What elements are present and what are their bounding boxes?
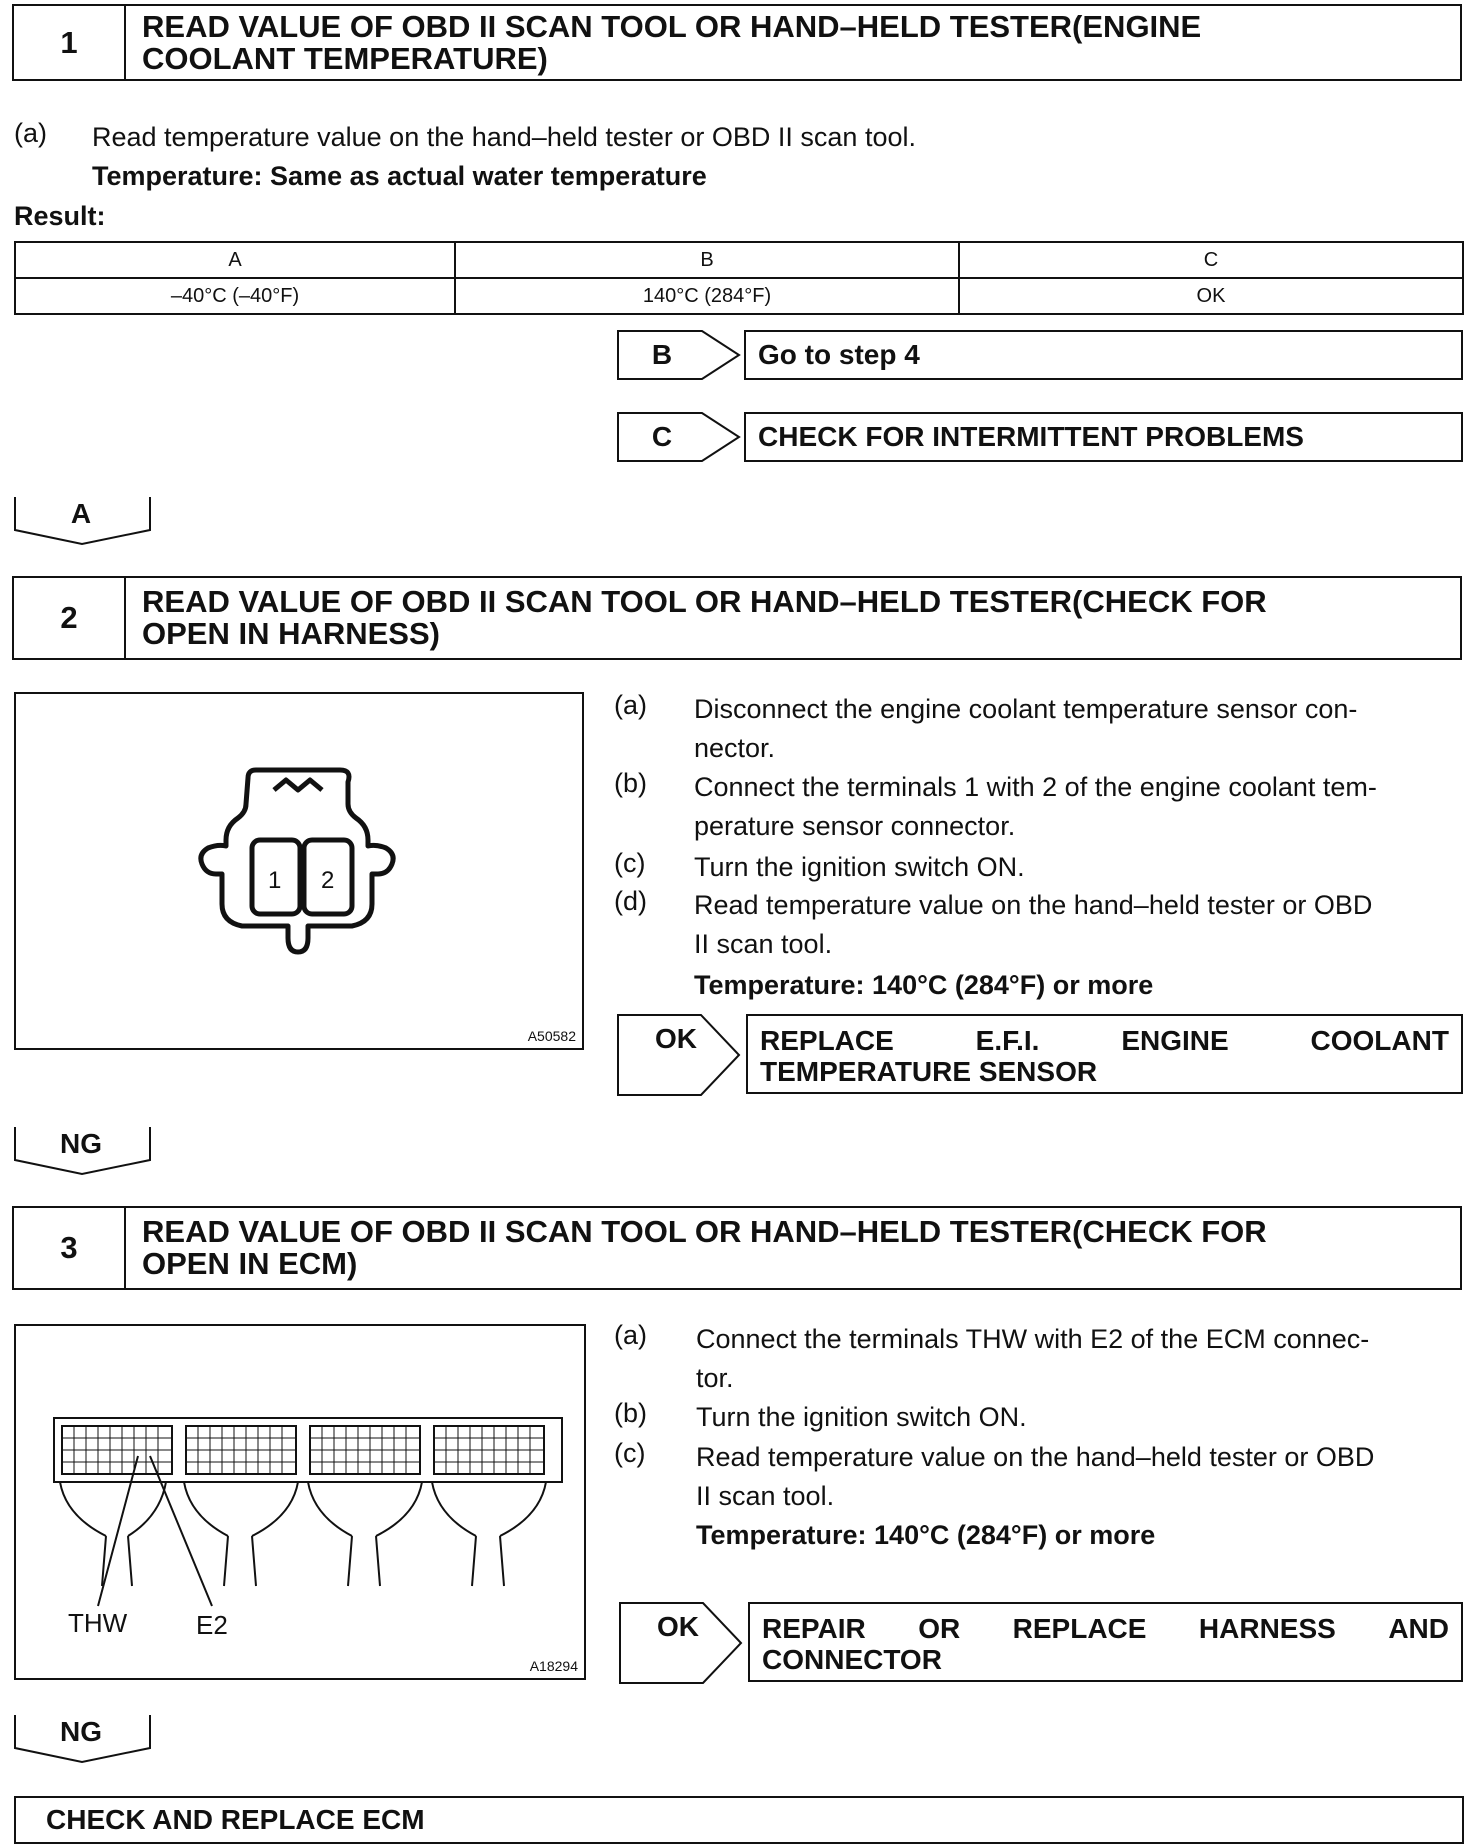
thw-label: THW xyxy=(68,1608,128,1638)
step3-ok-word4: HARNESS xyxy=(1198,1613,1336,1644)
step1-instr-label: (a) xyxy=(14,118,47,148)
step2-title-line1: READ VALUE OF OBD II SCAN TOOL OR HAND–HELD TESTER(CHECK FOR xyxy=(142,584,1267,619)
step3-ok-word1: REPAIR xyxy=(762,1613,866,1644)
table-row xyxy=(15,278,1463,314)
branch-b-tag xyxy=(617,330,741,380)
step3-ok-line2: CONNECTOR xyxy=(762,1644,942,1675)
step1-next-label: A xyxy=(70,498,92,529)
step3-instr-b-line1: Turn the ignition switch ON. xyxy=(696,1402,1027,1432)
step3-instr-c-line1: Read temperature value on the hand–held tester or OBD xyxy=(696,1442,1375,1472)
step3-title xyxy=(142,1208,1440,1288)
step2-title xyxy=(142,578,1440,658)
step3-spec: Temperature: 140°C (284°F) or more xyxy=(696,1520,1156,1550)
step2-instr-d-line2: II scan tool. xyxy=(694,929,833,959)
step2-header xyxy=(12,576,1462,660)
step3-instr-a-label: (a) xyxy=(614,1320,647,1350)
final-action-box xyxy=(14,1796,1464,1844)
step2-instr-a-line1: Disconnect the engine coolant temperature sensor con- xyxy=(694,694,1358,724)
step3-header xyxy=(12,1206,1462,1290)
step2-next-label: NG xyxy=(60,1128,102,1159)
ecm-connector-figure xyxy=(14,1324,586,1680)
table-header-b: B xyxy=(455,242,959,278)
step2-ok-tag xyxy=(617,1014,741,1096)
step3-instr-c-label: (c) xyxy=(614,1438,646,1468)
figure-code: A18294 xyxy=(529,1658,578,1674)
result-table xyxy=(14,241,1464,315)
step2-instr-b-line1: Connect the terminals 1 with 2 of the engine coolant tem- xyxy=(694,772,1377,802)
step2-ok-word3: ENGINE xyxy=(1121,1025,1229,1056)
figure-code: A50582 xyxy=(527,1028,576,1044)
step2-next-tag xyxy=(14,1126,154,1176)
step3-ok-box xyxy=(748,1602,1463,1682)
step1-title-line2: COOLANT TEMPERATURE) xyxy=(142,40,548,76)
step3-next-tag xyxy=(14,1714,154,1764)
step2-ok-line1 xyxy=(760,1025,1461,1056)
step3-instr-b-label: (b) xyxy=(614,1398,647,1428)
branch-b-text: Go to step 4 xyxy=(758,339,920,370)
step1-spec: Temperature: Same as actual water temperature xyxy=(92,161,707,191)
step1-header xyxy=(12,4,1462,81)
step2-instr-c-line1: Turn the ignition switch ON. xyxy=(694,852,1025,882)
step3-instr-a-line2: tor. xyxy=(696,1363,734,1393)
step3-ok-word3: REPLACE xyxy=(1012,1613,1147,1644)
table-value-a: –40°C (–40°F) xyxy=(15,278,455,314)
step2-ok-word4: COOLANT xyxy=(1310,1025,1449,1056)
table-header-row xyxy=(15,242,1463,278)
ecm-connector-icon xyxy=(16,1326,584,1678)
step1-title-line1: READ VALUE OF OBD II SCAN TOOL OR HAND–HELD TESTER(ENGINE xyxy=(142,8,1202,44)
pin-2-label: 2 xyxy=(321,867,335,894)
table-header-c: C xyxy=(959,242,1463,278)
step3-ok-word2: OR xyxy=(918,1613,961,1644)
step2-ok-line2: TEMPERATURE SENSOR xyxy=(760,1056,1098,1087)
step3-instr-c-line2: II scan tool. xyxy=(696,1481,835,1511)
final-action-text: CHECK AND REPLACE ECM xyxy=(46,1804,425,1835)
table-header-a: A xyxy=(15,242,455,278)
step3-ok-tag xyxy=(619,1602,743,1684)
step2-instr-d-line1: Read temperature value on the hand–held tester or OBD xyxy=(694,890,1373,920)
step2-instr-c-label: (c) xyxy=(614,848,646,878)
step1-next-tag xyxy=(14,496,154,546)
step2-instr-b-line2: perature sensor connector. xyxy=(694,811,1016,841)
step2-spec: Temperature: 140°C (284°F) or more xyxy=(694,970,1154,1000)
step2-ok-word1: REPLACE xyxy=(760,1025,894,1056)
step2-instr-b-label: (b) xyxy=(614,768,647,798)
connector-figure xyxy=(14,692,584,1050)
branch-c-box xyxy=(744,412,1463,462)
branch-c-tag xyxy=(617,412,741,462)
step2-title-line2: OPEN IN HARNESS) xyxy=(142,616,440,651)
result-label: Result: xyxy=(14,201,106,231)
branch-c-text: CHECK FOR INTERMITTENT PROBLEMS xyxy=(758,421,1304,452)
pin-1-label: 1 xyxy=(268,867,282,894)
step1-title xyxy=(142,6,1440,79)
step1-instr-text: Read temperature value on the hand–held tester or OBD II scan tool. xyxy=(92,122,916,152)
table-value-b: 140°C (284°F) xyxy=(455,278,959,314)
step3-ok-word5: AND xyxy=(1388,1613,1449,1644)
step2-instr-a-line2: nector. xyxy=(694,733,776,763)
step2-instr-a-label: (a) xyxy=(614,690,647,720)
step2-ok-word2: E.F.I. xyxy=(975,1025,1040,1056)
step3-ok-label: OK xyxy=(657,1611,699,1642)
step3-number: 3 xyxy=(14,1208,126,1288)
step2-ok-label: OK xyxy=(655,1023,697,1054)
step3-instr-a-line1: Connect the terminals THW with E2 of the ECM connec- xyxy=(696,1324,1370,1354)
table-value-c: OK xyxy=(959,278,1463,314)
branch-b-label: B xyxy=(651,339,673,370)
branch-c-label: C xyxy=(651,421,673,452)
step1-number: 1 xyxy=(14,6,126,79)
step3-title-line1: READ VALUE OF OBD II SCAN TOOL OR HAND–HELD TESTER(CHECK FOR xyxy=(142,1214,1267,1249)
e2-label: E2 xyxy=(196,1610,228,1640)
step3-next-label: NG xyxy=(60,1716,102,1747)
branch-b-box xyxy=(744,330,1463,380)
step2-instr-d-label: (d) xyxy=(614,886,647,916)
sensor-connector-icon xyxy=(16,694,582,1048)
step3-title-line2: OPEN IN ECM) xyxy=(142,1246,358,1281)
step2-number: 2 xyxy=(14,578,126,658)
step3-ok-line1 xyxy=(762,1613,1461,1644)
step2-ok-box xyxy=(746,1014,1463,1094)
